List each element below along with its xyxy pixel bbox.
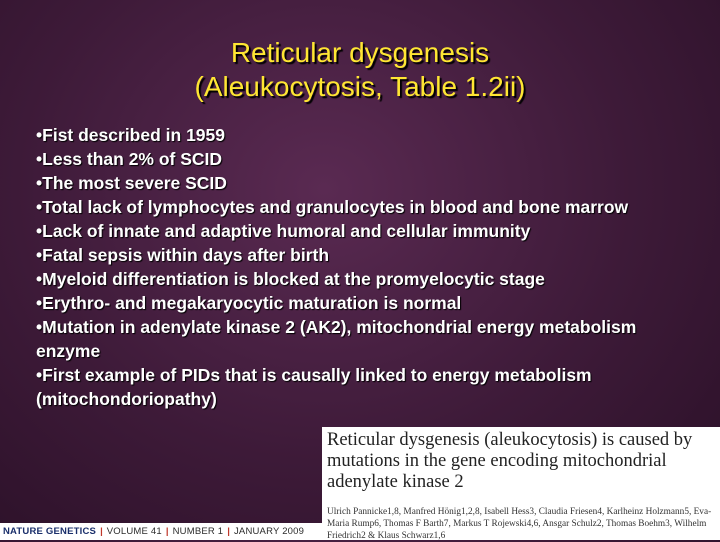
bullet-item: • Total lack of lymphocytes and granulocytes in blood and bone marrow (36, 195, 696, 219)
paper-title: Reticular dysgenesis (aleukocytosis) is caused by mutations in the gene encoding mitochondrial adenylate kinase 2 (327, 430, 693, 492)
separator: | (165, 526, 169, 537)
bullet-item: • Fist described in 1959 (36, 123, 696, 147)
bullet-item: • First example of PIDs that is causally linked to energy metabolism (mitochondoriopathy) (36, 363, 696, 411)
bullet-item: • The most severe SCID (36, 171, 696, 195)
bullet-item: • Myeloid differentiation is blocked at the promyelocytic stage (36, 267, 696, 291)
separator: | (100, 526, 103, 537)
journal-date: JANUARY 2009 (233, 526, 305, 537)
bullet-list (36, 123, 696, 411)
separator: | (227, 526, 230, 537)
bullet-item: • Lack of innate and adaptive humoral and cellular immunity (36, 219, 696, 243)
title-line-2: (Aleukocytosis, Table 1.2ii) (194, 71, 526, 102)
journal-volume: VOLUME 41 (106, 526, 162, 537)
bullet-item: • Mutation in adenylate kinase 2 (AK2), mitochondrial energy metabolism enzyme (36, 315, 696, 363)
paper-excerpt (322, 427, 720, 540)
bullet-item: • Fatal sepsis within days after birth (36, 243, 696, 267)
title-line-1: Reticular dysgenesis (230, 37, 490, 68)
bullet-item: • Less than 2% of SCID (36, 147, 696, 171)
paper-authors: Ulrich Pannicke1,8, Manfred Hönig1,2,8, Isabell Hess3, Claudia Friesen4, Karlheinz Holzmann5, Eva-Maria Rump6, Thomas F Barth7, Markus T Rojewski4,6, Ansgar Schulz2, Thomas Boehm3, Wilhelm Friedrich2 & Klaus Schwarz1,6 (327, 507, 712, 541)
journal-number: NUMBER 1 (172, 526, 224, 537)
journal-citation-bar (0, 523, 322, 540)
journal-name: NATURE GENETICS (3, 526, 97, 537)
bullet-item: • Erythro- and megakaryocytic maturation is normal (36, 291, 696, 315)
slide-title (0, 36, 720, 104)
